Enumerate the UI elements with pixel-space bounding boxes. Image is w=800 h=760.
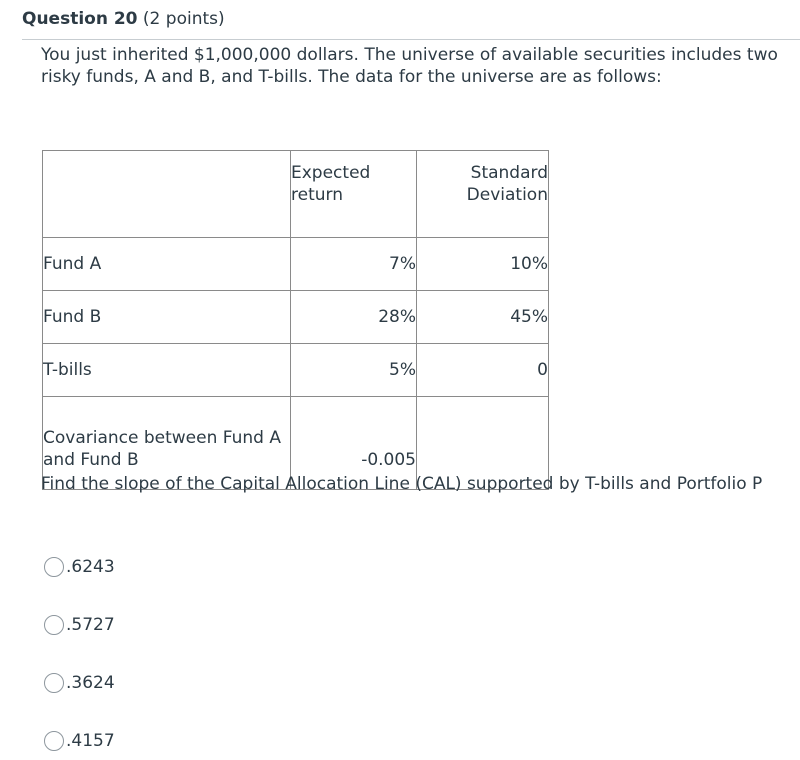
table-row bbox=[43, 291, 549, 344]
radio-button[interactable] bbox=[44, 731, 64, 751]
row-expected-return: 28% bbox=[291, 291, 417, 344]
table-header-empty bbox=[43, 151, 291, 238]
row-label: Fund A bbox=[43, 238, 291, 291]
radio-button[interactable] bbox=[44, 557, 64, 577]
answer-option-label: .3624 bbox=[66, 673, 115, 693]
row-covariance-value: -0.005 bbox=[291, 397, 417, 490]
answer-option[interactable] bbox=[44, 556, 115, 578]
question-title: Question 20 bbox=[22, 9, 138, 29]
row-label: Fund B bbox=[43, 291, 291, 344]
row-standard-deviation: 45% bbox=[417, 291, 549, 344]
answer-option-label: .6243 bbox=[66, 557, 115, 577]
question-prompt: Find the slope of the Capital Allocation Line (CAL) supported by T-bills and Portfolio P bbox=[41, 474, 763, 494]
row-expected-return: 5% bbox=[291, 344, 417, 397]
answer-option-label: .5727 bbox=[66, 615, 115, 635]
table-row bbox=[43, 238, 549, 291]
answer-option-label: .4157 bbox=[66, 731, 115, 751]
answer-option[interactable] bbox=[44, 730, 115, 752]
radio-button[interactable] bbox=[44, 615, 64, 635]
securities-table bbox=[42, 150, 549, 490]
row-standard-deviation: 10% bbox=[417, 238, 549, 291]
table-header-standard-deviation: Standard Deviation bbox=[417, 151, 549, 238]
row-label: T-bills bbox=[43, 344, 291, 397]
table-row bbox=[43, 344, 549, 397]
row-label: Covariance between Fund A and Fund B bbox=[43, 397, 291, 490]
answer-option[interactable] bbox=[44, 614, 115, 636]
question-header bbox=[22, 8, 225, 30]
question-points: (2 points) bbox=[142, 9, 225, 29]
header-divider bbox=[22, 39, 800, 40]
table-header-expected-return: Expected return bbox=[291, 151, 417, 238]
question-text: You just inherited $1,000,000 dollars. The universe of available securities includes two risky funds, A and B, and T-bills. The data for the universe are as follows: bbox=[41, 45, 778, 87]
table-header-row bbox=[43, 151, 549, 238]
row-expected-return: 7% bbox=[291, 238, 417, 291]
answer-option[interactable] bbox=[44, 672, 115, 694]
radio-button[interactable] bbox=[44, 673, 64, 693]
row-standard-deviation: 0 bbox=[417, 344, 549, 397]
